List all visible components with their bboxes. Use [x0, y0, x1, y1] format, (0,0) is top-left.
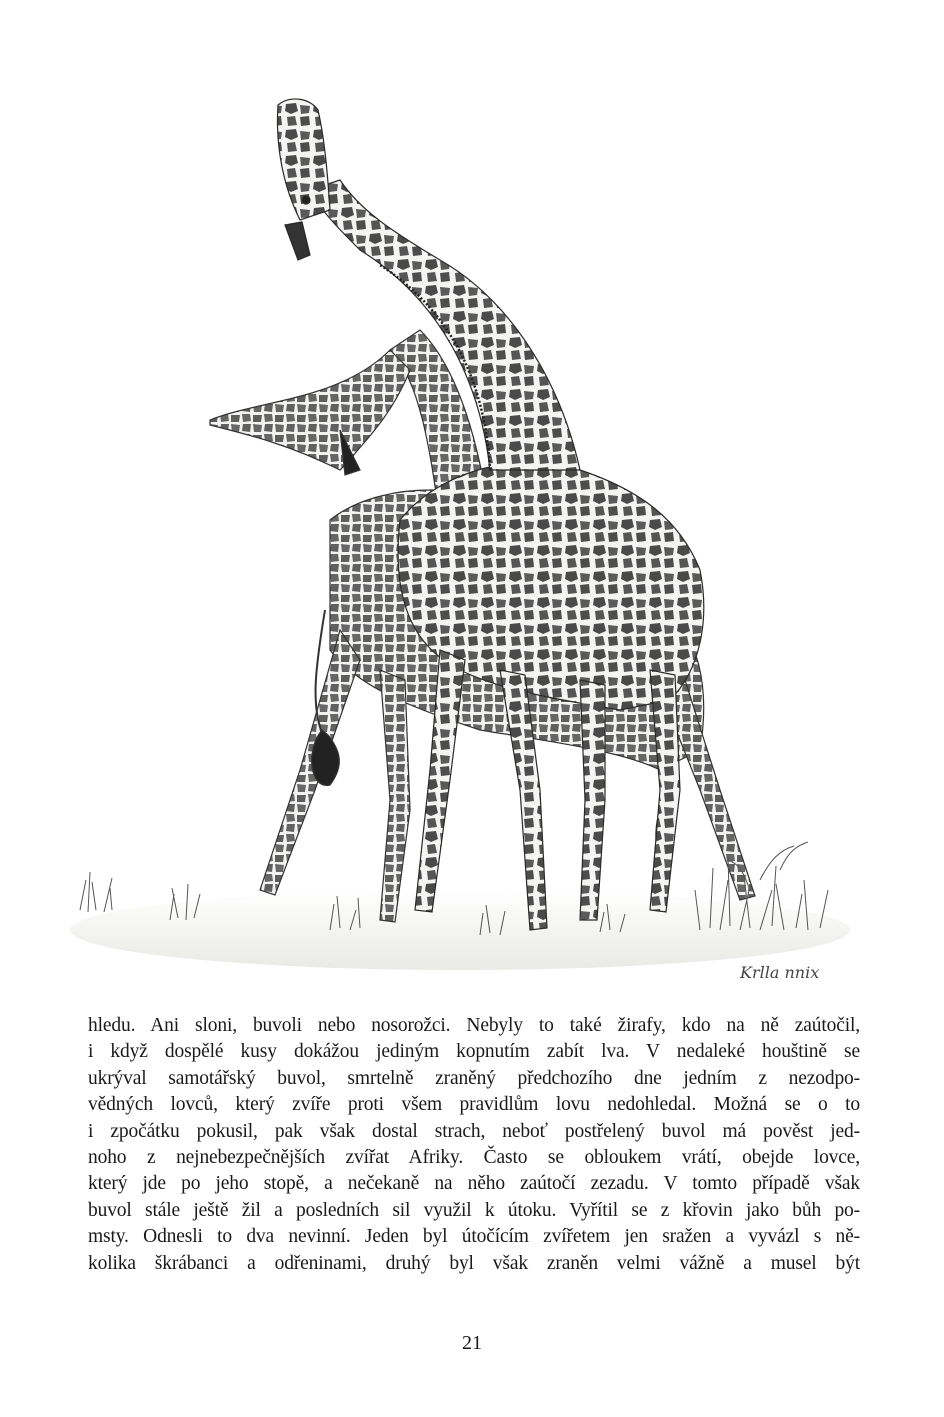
text-line: který jde po jeho stopě, a nečekaně na něho zaútočí zezadu. V tomto případě však	[88, 1173, 860, 1195]
giraffe-illustration	[60, 50, 884, 990]
text-line: kolika škrábanci a odřeninami, druhý byl však zraněn velmi vážně a musel být	[88, 1252, 860, 1274]
text-line: ukrýval samotářský buvol, smrtelně zraněný předchozího dne jedním z nezodpo-	[88, 1067, 860, 1089]
text-line: hledu. Ani sloni, buvoli nebo nosorožci. Nebyly to také žirafy, kdo na ně zaútočil,	[88, 1015, 860, 1036]
text-line: i když dospělé kusy dokážou jediným kopnutím zabít lva. V nedaleké houštině se	[88, 1041, 860, 1063]
text-line: noho z nejnebezpečnějších zvířat Afriky. Často se obloukem vrátí, obejde lovce,	[88, 1147, 860, 1169]
text-line: msty. Odnesli to dva nevinní. Jeden byl útočícím zvířetem jen sražen a vyvázl s ně-	[88, 1226, 860, 1248]
page-number: 21	[462, 1332, 482, 1354]
text-line: vědných lovců, který zvíře proti všem pravidlům lovu nedohledal. Možná se o to	[88, 1094, 860, 1116]
artist-signature: Krlla nnix	[740, 963, 820, 982]
text-line: buvol stále ještě žil a posledních sil využil k útoku. Vyřítil se z křovin jako bůh po-	[88, 1199, 860, 1221]
text-line: i zpočátku pokusil, pak však dostal strach, neboť postřelený buvol má pověst jed-	[88, 1120, 860, 1142]
body-text	[88, 1013, 860, 1277]
giraffe-drawing-svg	[60, 50, 884, 990]
